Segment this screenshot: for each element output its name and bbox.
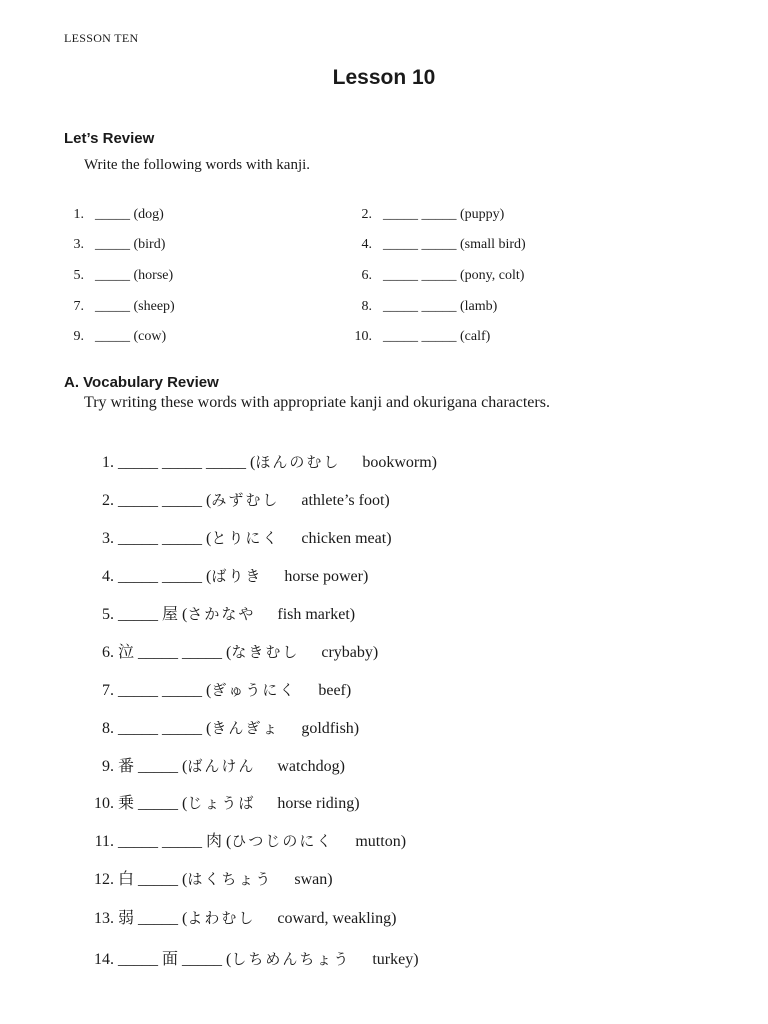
vocab-item-4	[64, 564, 368, 588]
lets-review-heading: Let’s Review	[64, 130, 155, 147]
review-item-text: _____ _____ (pony, colt)	[383, 268, 525, 283]
review-item-text: _____ (bird)	[95, 237, 166, 252]
vocab-item-reading: さかなや	[187, 605, 256, 623]
review-item-number: 2.	[361, 207, 372, 222]
vocab-item-meaning: swan)	[294, 871, 333, 888]
vocab-item-11	[64, 829, 406, 853]
vocab-item-blanks: 白 _____ (	[118, 871, 188, 888]
vocab-item-blanks: 乗 _____ (	[118, 795, 188, 812]
review-item-number: 1.	[73, 207, 84, 222]
vocab-item-blanks: _____ _____ (	[118, 568, 212, 585]
vocab-item-meaning: horse power)	[284, 568, 369, 585]
review-item-number: 4.	[361, 237, 372, 252]
review-item-number: 9.	[73, 329, 84, 344]
vocab-item-13	[64, 906, 396, 930]
vocab-item-blanks: _____ _____ (	[118, 530, 212, 547]
review-item-number: 8.	[361, 299, 372, 314]
vocab-item-5	[64, 602, 355, 626]
vocab-review-heading: A. Vocabulary Review	[64, 374, 219, 391]
vocab-item-blanks: _____ _____ (	[118, 720, 212, 737]
vocab-item-14	[64, 947, 419, 971]
vocab-item-reading: なきむし	[231, 643, 300, 661]
vocab-item-meaning: coward, weakling)	[277, 910, 397, 927]
page-title: Lesson 10	[332, 66, 436, 89]
review-item-text: _____ _____ (lamb)	[383, 299, 498, 314]
vocab-item-meaning: beef)	[318, 682, 352, 699]
review-item-text: _____ _____ (puppy)	[383, 207, 505, 222]
vocab-item-number: 6.	[102, 644, 114, 661]
vocab-item-meaning: horse riding)	[277, 795, 360, 812]
vocab-item-meaning: chicken meat)	[301, 530, 392, 547]
vocab-item-10	[64, 791, 360, 815]
vocab-item-number: 8.	[102, 720, 114, 737]
vocab-item-blanks: _____ 屋 (	[118, 606, 188, 623]
vocab-item-reading: ほんのむし	[255, 453, 341, 471]
vocab-item-number: 5.	[102, 606, 114, 623]
review-item-text: _____ (horse)	[95, 268, 174, 283]
vocab-item-number: 2.	[102, 492, 114, 509]
vocab-item-blanks: 泣 _____ _____ (	[118, 644, 232, 661]
vocab-item-8	[64, 716, 359, 740]
vocab-item-number: 12.	[94, 871, 114, 888]
review-item-text: _____ (dog)	[95, 207, 164, 222]
vocab-item-reading: みずむし	[211, 491, 280, 509]
review-item-text: _____ _____ (calf)	[383, 329, 491, 344]
vocab-item-12	[64, 867, 333, 891]
review-item-number: 6.	[361, 268, 372, 283]
vocab-item-meaning: turkey)	[372, 951, 419, 968]
vocab-item-reading: ばりき	[211, 567, 263, 585]
vocab-item-blanks: _____ _____ (	[118, 492, 212, 509]
vocab-item-meaning: watchdog)	[277, 758, 345, 775]
vocab-item-meaning: crybaby)	[321, 644, 379, 661]
vocab-item-reading: しちめんちょう	[231, 950, 351, 968]
vocab-item-blanks: 番 _____ (	[118, 758, 188, 775]
vocab-item-number: 14.	[94, 951, 114, 968]
vocab-item-blanks: 弱 _____ (	[118, 910, 188, 927]
vocab-item-meaning: fish market)	[277, 606, 356, 623]
vocab-item-meaning: athlete’s foot)	[301, 492, 390, 509]
vocab-item-reading: よわむし	[187, 909, 256, 927]
vocab-item-blanks: _____ _____ _____ (	[118, 454, 256, 471]
vocab-item-reading: ばんけん	[187, 757, 256, 775]
vocab-item-3	[64, 526, 392, 550]
vocab-item-number: 1.	[102, 454, 114, 471]
review-item-number: 7.	[73, 299, 84, 314]
vocab-item-blanks: _____ _____ (	[118, 682, 212, 699]
vocab-item-reading: ひつじのにく	[231, 832, 334, 850]
review-item-text: _____ _____ (small bird)	[383, 237, 526, 252]
vocab-item-reading: とりにく	[211, 529, 280, 547]
review-item-number: 5.	[73, 268, 84, 283]
vocab-item-number: 13.	[94, 910, 114, 927]
vocab-item-meaning: goldfish)	[301, 720, 360, 737]
vocab-item-number: 9.	[102, 758, 114, 775]
vocab-item-reading: ぎゅうにく	[211, 681, 297, 699]
vocab-item-meaning: bookworm)	[362, 454, 437, 471]
vocab-review-instruction: Try writing these words with appropriate kanji and okurigana characters.	[84, 394, 550, 411]
vocab-item-1	[64, 450, 437, 474]
review-item-text: _____ (cow)	[95, 329, 167, 344]
vocab-item-reading: きんぎょ	[211, 719, 280, 737]
vocab-item-number: 4.	[102, 568, 114, 585]
vocab-item-number: 10.	[94, 795, 114, 812]
vocab-item-meaning: mutton)	[355, 833, 407, 850]
vocab-item-6	[64, 640, 378, 664]
vocab-item-number: 11.	[94, 833, 114, 850]
vocab-item-blanks: _____ _____ 肉 (	[118, 833, 232, 850]
vocab-item-9	[64, 754, 345, 778]
review-item-number: 10.	[354, 329, 372, 344]
review-item-text: _____ (sheep)	[95, 299, 175, 314]
vocab-item-number: 3.	[102, 530, 114, 547]
vocab-item-2	[64, 488, 390, 512]
vocab-item-number: 7.	[102, 682, 114, 699]
review-item-number: 3.	[73, 237, 84, 252]
vocab-item-reading: はくちょう	[187, 870, 273, 888]
vocab-item-7	[64, 678, 351, 702]
vocab-item-blanks: _____ 面 _____ (	[118, 951, 232, 968]
lets-review-instruction: Write the following words with kanji.	[84, 157, 311, 173]
vocab-item-reading: じょうば	[187, 794, 256, 812]
running-head: LESSON TEN	[64, 31, 139, 45]
